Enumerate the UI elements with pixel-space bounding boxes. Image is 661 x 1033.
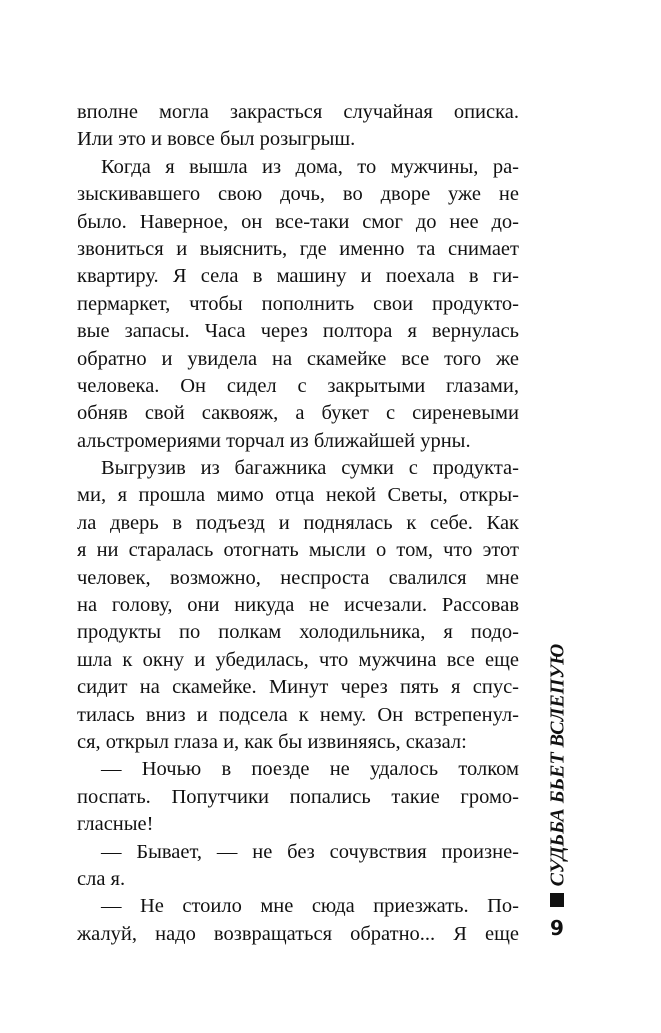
text-line: гласные! xyxy=(77,813,154,836)
text-line: — Не стоило мне сюда приезжать. По- xyxy=(101,895,519,918)
text-line: вые запасы. Часа через полтора я вернулась xyxy=(77,320,519,343)
text-line: обняв свой саквояж, а букет с сиреневыми xyxy=(77,402,519,425)
text-line: на голову, они никуда не исчезали. Рассовав xyxy=(77,594,519,617)
text-line: Выгрузив из багажника сумки с продукта- xyxy=(101,457,519,480)
text-line: Когда я вышла из дома, то мужчины, ра- xyxy=(101,155,519,178)
text-line: обратно и увидела на скамейке все того же xyxy=(77,347,519,370)
text-line: — Ночью в поезде не удалось толком xyxy=(101,758,519,781)
page-number: 9 xyxy=(550,916,564,940)
text-line: сла я. xyxy=(77,867,126,890)
text-line: Или это и вовсе был розыгрыш. xyxy=(77,128,356,151)
text-line: ла дверь в подъезд и поднялась к себе. Как xyxy=(77,511,519,534)
text-line: ся, открыл глаза и, как бы извиняясь, сказал: xyxy=(77,730,467,753)
text-line: поспать. Попутчики попались такие громо- xyxy=(77,785,519,808)
text-line: зыскивавшего свою дочь, во дворе уже не xyxy=(77,183,519,206)
text-line: ми, я прошла мимо отца некой Светы, откры- xyxy=(77,484,519,507)
body-text xyxy=(77,99,519,948)
text-line: жалуй, надо возвращаться обратно... Я еще xyxy=(77,922,519,945)
text-line: шла к окну и убедилась, что мужчина все еще xyxy=(77,648,519,671)
text-line: человек, возможно, неспроста свалился мне xyxy=(77,566,519,589)
running-head xyxy=(538,643,578,887)
text-line: было. Наверное, он все-таки смог до нее до- xyxy=(77,210,519,233)
text-line: сидит на скамейке. Минут через пять я спус- xyxy=(77,676,519,699)
text-line: — Бывает, — не без сочувствия произне- xyxy=(101,840,519,863)
text-line: пермаркет, чтобы пополнить свои продукто- xyxy=(77,292,519,315)
text-line: вполне могла закрасться случайная описка. xyxy=(77,101,519,123)
text-line: звониться и выяснить, где именно та снимает xyxy=(77,237,519,260)
text-line: тилась вниз и подсела к нему. Он встрепенул- xyxy=(77,703,519,726)
text-line: продукты по полкам холодильника, я подо- xyxy=(77,621,519,644)
running-title: СУДЬБА БЬЕТ ВСЛЕПУЮ xyxy=(546,643,569,887)
text-line: я ни старалась отогнать мысли о том, что этот xyxy=(77,539,519,562)
text-line: альстромериями торчал из ближайшей урны. xyxy=(77,429,471,452)
black-square-icon xyxy=(550,893,564,907)
text-line: человека. Он сидел с закрытыми глазами, xyxy=(77,374,519,397)
text-line: квартиру. Я села в машину и поехала в ги- xyxy=(77,265,519,288)
